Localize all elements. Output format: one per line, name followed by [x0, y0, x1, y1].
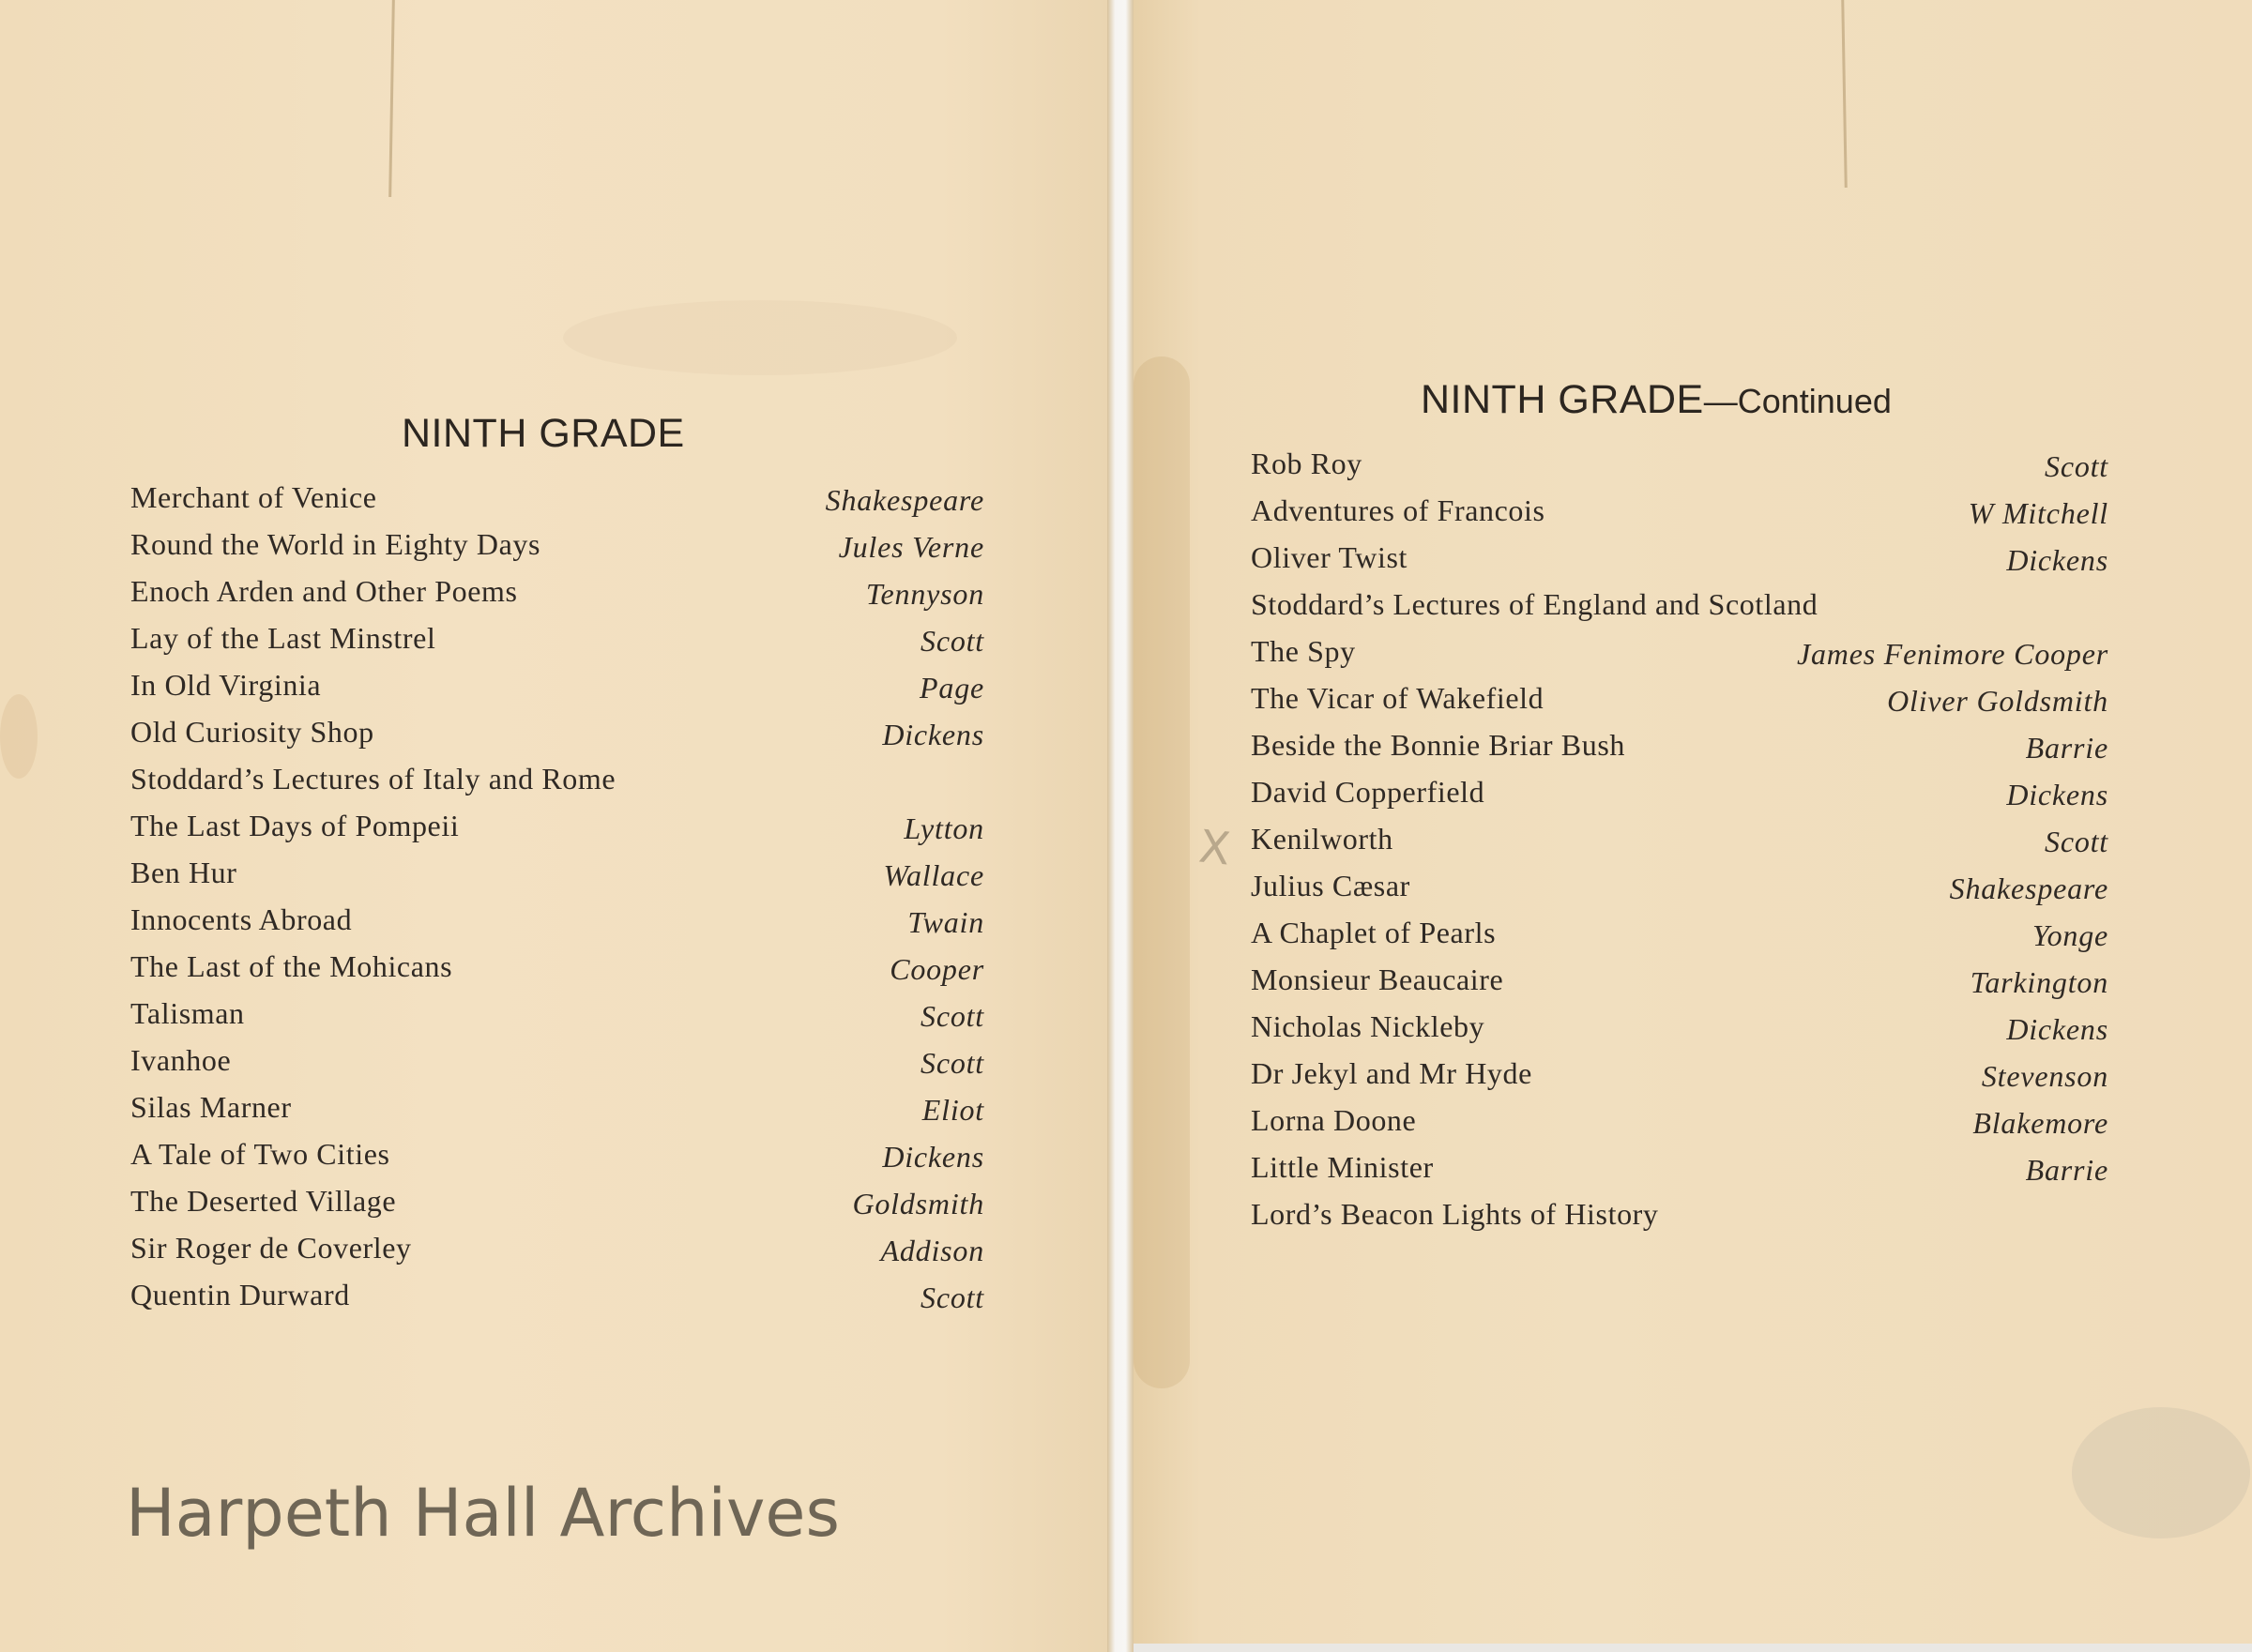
book-author: Dickens [2006, 543, 2108, 577]
book-title: Nicholas Nickleby [1251, 1009, 1485, 1043]
book-author: Scott [921, 624, 984, 658]
heading-main: NINTH GRADE [1421, 377, 1704, 422]
book-row [1251, 1193, 2108, 1240]
gutter [1107, 0, 1134, 1652]
book-row [130, 711, 984, 758]
book-author: Shakespeare [825, 483, 984, 517]
book-row [130, 477, 984, 523]
archive-watermark: Harpeth Hall Archives [126, 1475, 840, 1552]
book-row [130, 993, 984, 1039]
book-row [130, 523, 984, 570]
top-tear [388, 0, 395, 197]
book-author: Jules Verne [838, 530, 984, 564]
book-author: Twain [907, 905, 984, 939]
book-title: Julius Cæsar [1251, 869, 1410, 902]
book-title: A Tale of Two Cities [130, 1137, 390, 1171]
book-title: In Old Virginia [130, 668, 322, 702]
book-title: Dr Jekyl and Mr Hyde [1251, 1056, 1532, 1090]
book-title: Talisman [130, 996, 245, 1030]
left-page [0, 0, 1107, 1652]
book-author: Tennyson [865, 577, 984, 611]
right-page [1134, 0, 2252, 1644]
book-title: Merchant of Venice [130, 480, 377, 514]
book-row [1251, 912, 2108, 959]
book-row [130, 1133, 984, 1180]
book-author: Blakemore [1972, 1106, 2108, 1140]
book-author: Cooper [890, 952, 984, 986]
book-author: Dickens [882, 718, 984, 751]
book-title: Beside the Bonnie Briar Bush [1251, 728, 1625, 762]
book-author: Shakespeare [1949, 871, 2108, 905]
book-author: W Mitchell [1968, 496, 2108, 530]
book-author: Dickens [2006, 778, 2108, 811]
book-row [1251, 443, 2108, 490]
book-row [1251, 771, 2108, 818]
book-author: Scott [2045, 449, 2108, 483]
book-row [130, 1274, 984, 1321]
book-title: Lay of the Last Minstrel [130, 621, 436, 655]
book-row [1251, 584, 2108, 630]
book-row [1251, 1006, 2108, 1053]
book-row [130, 570, 984, 617]
book-author: Goldsmith [852, 1187, 984, 1220]
book-title: David Copperfield [1251, 775, 1485, 809]
book-author: Oliver Goldsmith [1887, 684, 2108, 718]
book-title: Stoddard’s Lectures of Italy and Rome [130, 762, 616, 796]
book-row [1251, 537, 2108, 584]
book-title: The Vicar of Wakefield [1251, 681, 1544, 715]
book-title: Adventures of Francois [1251, 493, 1545, 527]
book-author: Scott [2045, 825, 2108, 858]
book-title: The Last of the Mohicans [130, 949, 453, 983]
heading-continued: —Continued [1703, 382, 1892, 420]
book-title: Lord’s Beacon Lights of History [1251, 1197, 1659, 1231]
book-author: Page [920, 671, 984, 705]
book-author: Eliot [921, 1093, 984, 1127]
paper-stain [2072, 1407, 2250, 1538]
top-tear [1841, 0, 1847, 188]
book-row [1251, 1146, 2108, 1193]
book-title: Monsieur Beaucaire [1251, 962, 1504, 996]
book-author: Dickens [2006, 1012, 2108, 1046]
book-title: Old Curiosity Shop [130, 715, 374, 749]
book-title: Lorna Doone [1251, 1103, 1417, 1137]
page-heading: NINTH GRADE [402, 411, 685, 456]
page-heading [1421, 377, 1892, 423]
book-title: Sir Roger de Coverley [130, 1231, 412, 1265]
book-title: A Chaplet of Pearls [1251, 916, 1497, 949]
book-row [1251, 1053, 2108, 1099]
book-row [130, 805, 984, 852]
book-author: Barrie [2025, 1153, 2108, 1187]
book-author: Barrie [2025, 731, 2108, 765]
book-title: Innocents Abroad [130, 902, 353, 936]
book-title: Oliver Twist [1251, 540, 1408, 574]
paper-stain [563, 300, 957, 375]
book-row [1251, 490, 2108, 537]
book-row [130, 1039, 984, 1086]
book-row [130, 1180, 984, 1227]
book-title: Quentin Durward [130, 1278, 350, 1311]
book-author: Wallace [883, 858, 984, 892]
book-row [1251, 630, 2108, 677]
book-row [1251, 724, 2108, 771]
book-row [1251, 959, 2108, 1006]
book-title: Ben Hur [130, 856, 237, 889]
paper-stain [0, 694, 38, 779]
book-author: Dickens [882, 1140, 984, 1174]
book-author: Scott [921, 1281, 984, 1314]
book-title: Round the World in Eighty Days [130, 527, 541, 561]
book-title: Kenilworth [1251, 822, 1393, 856]
book-row [130, 1227, 984, 1274]
book-title: Stoddard’s Lectures of England and Scotland [1251, 587, 1818, 621]
book-row [1251, 865, 2108, 912]
book-title: Silas Marner [130, 1090, 292, 1124]
book-author: Scott [921, 1046, 984, 1080]
book-list [1251, 443, 2108, 1240]
book-row [130, 758, 984, 805]
book-row [130, 617, 984, 664]
book-row [130, 852, 984, 899]
book-author: Tarkington [1970, 965, 2108, 999]
book-row [1251, 677, 2108, 724]
book-author: Addison [880, 1234, 984, 1267]
book-title: Little Minister [1251, 1150, 1434, 1184]
handwritten-check-mark: X [1196, 820, 1233, 876]
book-row [130, 664, 984, 711]
book-list [130, 477, 984, 1321]
book-row [1251, 1099, 2108, 1146]
book-author: Yonge [2031, 918, 2108, 952]
book-title: Ivanhoe [130, 1043, 232, 1077]
book-row [130, 946, 984, 993]
book-author: Lytton [904, 811, 984, 845]
book-title: The Deserted Village [130, 1184, 397, 1218]
book-row [130, 899, 984, 946]
book-author: Scott [921, 999, 984, 1033]
book-row [1251, 818, 2108, 865]
book-row [130, 1086, 984, 1133]
book-title: Enoch Arden and Other Poems [130, 574, 518, 608]
paper-stain [1134, 356, 1190, 1388]
book-title: The Spy [1251, 634, 1356, 668]
book-author: Stevenson [1981, 1059, 2108, 1093]
book-title: Rob Roy [1251, 447, 1362, 480]
book-author: James Fenimore Cooper [1797, 637, 2108, 671]
book-title: The Last Days of Pompeii [130, 809, 460, 842]
